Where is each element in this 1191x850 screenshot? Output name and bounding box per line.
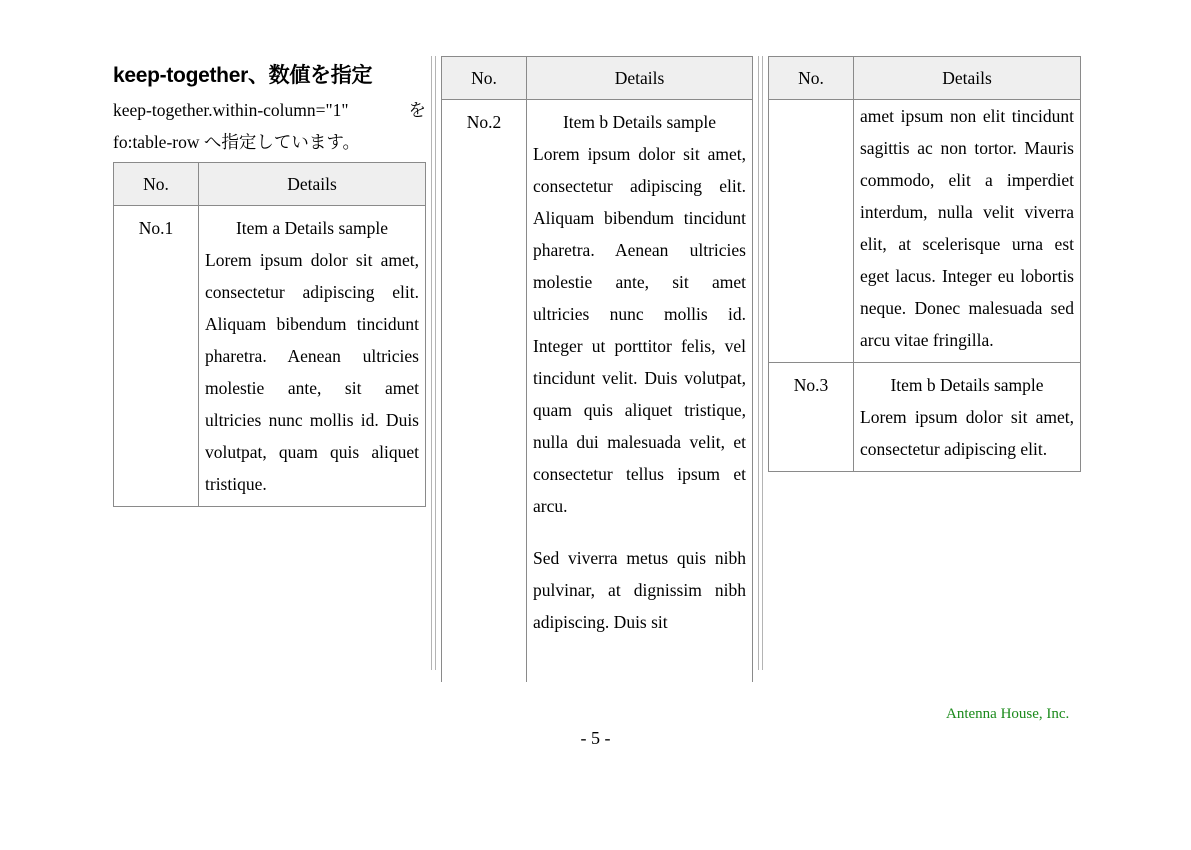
column-2 [441, 56, 753, 682]
item-paragraph: Lorem ipsum dolor sit amet, consectetur adipiscing elit. Aliquam bibendum tincidunt pharetra. Aenean ultricies molestie ante, sit amet ultricies nunc mollis id. Integer ut porttitor felis, vel tincidunt velit. Duis volutpat, quam quis aliquet tristique, nulla dui malesuada velit, et consectetur tellus ipsum et arcu. [533, 144, 746, 516]
table-row [442, 100, 753, 683]
table-header-row [114, 163, 426, 206]
footer-company: Antenna House, Inc. [946, 706, 1070, 722]
details-table-3 [768, 56, 1081, 472]
page-number: - 5 - [580, 728, 611, 748]
table-header-row [442, 57, 753, 100]
item-paragraph: Sed viverra metus quis nibh pulvinar, at dignissim nibh adipiscing. Duis sit [533, 548, 746, 632]
header-no: No. [114, 163, 199, 206]
section-heading: keep-together、数値を指定 [113, 64, 373, 87]
row-number: No.2 [442, 100, 527, 683]
intro-line-2: fo:table-row へ指定しています。 [113, 132, 360, 152]
item-paragraph: Lorem ipsum dolor sit amet, consectetur adipiscing elit. Aliquam bibendum tincidunt pharetra. Aenean ultricies molestie ante, sit amet ultricies nunc mollis id. Duis volutpat, quam quis aliquet tristique. [205, 250, 419, 494]
column-divider-2b [762, 56, 763, 670]
column-divider-1b [435, 56, 436, 670]
intro-particle: を [408, 100, 426, 120]
item-title: Item b Details sample [562, 112, 717, 132]
column-1 [113, 58, 426, 507]
header-no: No. [442, 57, 527, 100]
table-row-continued [769, 100, 1081, 363]
row-details [854, 100, 1081, 363]
item-paragraph-continued: amet ipsum non elit tincidunt sagittis ac non tortor. Mauris commodo, elit a imperdiet interdum, nulla velit viverra elit, at scelerisque urna est eget lacus. Integer eu lobortis neque. Donec malesuada sed arcu vitae fringilla. [860, 106, 1074, 350]
table-header-row [769, 57, 1081, 100]
row-details [854, 363, 1081, 472]
row-number: No.1 [114, 206, 199, 507]
header-details: Details [527, 57, 753, 100]
column-divider-1 [431, 56, 432, 670]
row-details [527, 100, 753, 683]
table-row [769, 363, 1081, 472]
column-3 [768, 56, 1081, 472]
row-details [199, 206, 426, 507]
item-paragraph: Lorem ipsum dolor sit amet, consectetur adipiscing elit. [860, 407, 1074, 459]
section-intro [113, 94, 426, 158]
item-title: Item b Details sample [890, 375, 1044, 395]
item-title: Item a Details sample [235, 218, 389, 238]
row-number-empty [769, 100, 854, 363]
header-details: Details [854, 57, 1081, 100]
row-number: No.3 [769, 363, 854, 472]
header-details: Details [199, 163, 426, 206]
details-table-2 [441, 56, 753, 682]
table-row [114, 206, 426, 507]
column-divider-2 [758, 56, 759, 670]
details-table-1 [113, 162, 426, 507]
intro-property: keep-together.within-column="1" [113, 100, 349, 120]
header-no: No. [769, 57, 854, 100]
